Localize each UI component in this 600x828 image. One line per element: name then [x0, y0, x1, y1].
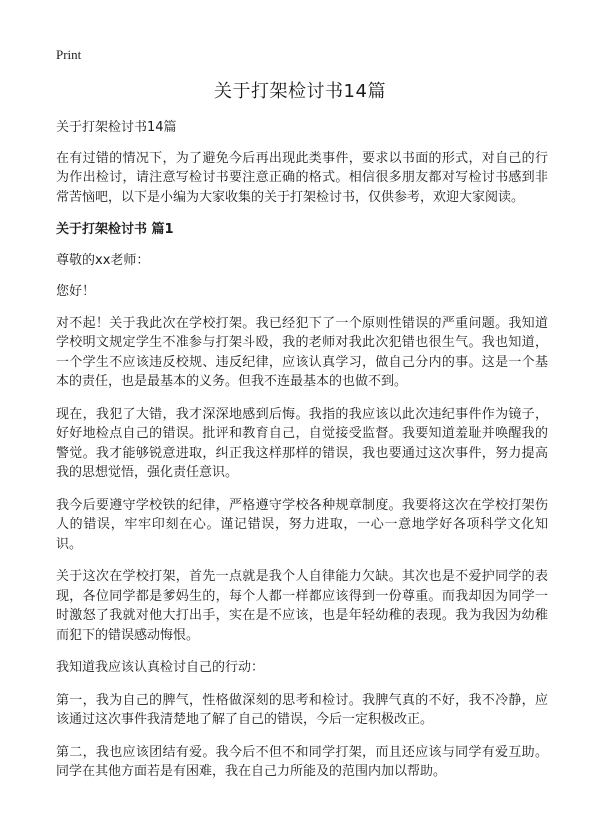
- body-paragraph: 我知道我应该认真检讨自己的行动：: [56, 660, 265, 675]
- document-subtitle: 关于打架检讨书14篇: [56, 120, 177, 135]
- greeting: 您好！: [56, 284, 96, 299]
- print-link[interactable]: Print: [56, 47, 82, 62]
- body-paragraph: 我今后要遵守学校铁的纪律，严格遵守学校各种规章制度。我要将这次在学校打架伤人的错误，牢牢印刻在心。谨记错误，努力进取，一心一意地学好各项科学文化知识。: [56, 497, 548, 552]
- document-body: [56, 118, 548, 795]
- body-paragraph: 关于这次在学校打架，首先一点就是我个人自律能力欠缺。其次也是不爱护同学的表现，各位同学都是爹妈生的，每个人都一样都应该得到一份尊重。而我却因为同学一时激怒了我就对他大打出手，实在是不应该，也是年轻幼稚的表现。我为我因为幼稚而犯下的错误感动悔恨。: [56, 569, 548, 643]
- section-heading: 关于打架检讨书 篇1: [56, 222, 174, 237]
- page-title: 关于打架检讨书14篇: [214, 81, 386, 102]
- body-paragraph: 第二，我也应该团结有爱。我今后不但不和同学打架，而且还应该与同学有爱互助。同学在其他方面若是有困难，我在自己力所能及的范围内加以帮助。: [56, 744, 548, 779]
- salutation: 尊敬的xx老师：: [56, 252, 150, 268]
- body-paragraph: 对不起！关于我此次在学校打架。我已经犯下了一个原则性错误的严重问题。我知道学校明文规定学生不准参与打架斗殴，我的老师对我此次犯错也很生气。我也知道，一个学生不应该违反校规、违反纪律，应该认真学习，做自己分内的事。这是一个基本的责任，也是最基本的义务。但我不连最基本的也做不到。: [56, 315, 548, 389]
- body-paragraph: 第一，我为自己的脾气，性格做深刻的思考和检讨。我脾气真的不好，我不冷静，应该通过这次事件我清楚地了解了自己的错误，今后一定积极改正。: [56, 692, 548, 727]
- body-paragraph: 现在，我犯了大错，我才深深地感到后悔。我指的我应该以此次违纪事件作为镜子，好好地检点自己的错误。批评和教育自己，自觉接受监督。我要知道羞耻并唤醒我的警觉。我才能够锐意进取，纠正我这样那样的错误，我也要通过这次事件，努力提高我的思想觉悟，强化责任意识。: [56, 406, 548, 480]
- intro-paragraph: 在有过错的情况下，为了避免今后再出现此类事件，要求以书面的形式，对自己的行为作出检讨，请注意写检讨书要注意正确的格式。相信很多朋友都对写检讨书感到非常苦恼吧，以下是小编为大家收集的关于打架检讨书，仅供参考，欢迎大家阅读。: [56, 150, 548, 205]
